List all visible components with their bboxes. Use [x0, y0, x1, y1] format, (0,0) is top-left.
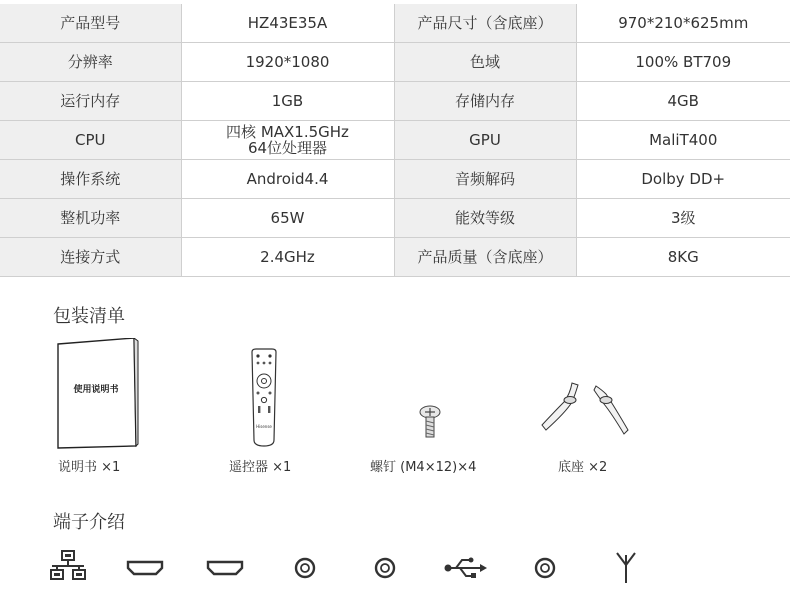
spec-label: CPU [0, 121, 181, 160]
spec-value: 100% BT709 [576, 43, 790, 82]
antenna-icon [614, 551, 638, 589]
manual-caption: 说明书 ×1 [58, 460, 121, 475]
stand-base-icon [540, 380, 636, 436]
spec-value: 65W [181, 199, 394, 238]
spec-value: 1GB [181, 82, 394, 121]
stand-caption: 底座 ×2 [558, 460, 608, 475]
spec-label: 产品质量（含底座） [394, 238, 576, 277]
spec-label: 色域 [394, 43, 576, 82]
manual-cover-text: 使用说明书 [73, 385, 119, 395]
spec-row [0, 199, 790, 238]
spec-row [0, 160, 790, 199]
av-jack-icon [294, 557, 316, 583]
spec-row [0, 82, 790, 121]
spec-value: Dolby DD+ [576, 160, 790, 199]
spec-table [0, 4, 790, 277]
spec-value: 2.4GHz [181, 238, 394, 277]
spec-row [0, 4, 790, 43]
spec-value: 3级 [576, 199, 790, 238]
av-jack-icon [374, 557, 396, 583]
spec-label: GPU [394, 121, 576, 160]
package-list-title: 包装清单 [53, 306, 125, 327]
remote-control-icon [248, 348, 280, 448]
spec-value: 4GB [576, 82, 790, 121]
spec-value: MaliT400 [576, 121, 790, 160]
spec-value: HZ43E35A [181, 4, 394, 43]
remote-caption: 遥控器 ×1 [229, 460, 292, 475]
spec-value: 8KG [576, 238, 790, 277]
spec-label: 能效等级 [394, 199, 576, 238]
av-jack-icon [534, 557, 556, 583]
spec-label: 产品尺寸（含底座） [394, 4, 576, 43]
spec-label: 整机功率 [0, 199, 181, 238]
usb-icon [444, 557, 488, 583]
spec-value: 四核 MAX1.5GHz 64位处理器 [181, 121, 394, 160]
spec-value: 1920*1080 [181, 43, 394, 82]
spec-value: 970*210*625mm [576, 4, 790, 43]
remote-brand-text: Hisense [256, 424, 272, 429]
spec-label: 产品型号 [0, 4, 181, 43]
spec-row [0, 121, 790, 160]
spec-label: 音频解码 [394, 160, 576, 199]
hdmi-port-icon [206, 560, 244, 580]
spec-label: 操作系统 [0, 160, 181, 199]
spec-label: 连接方式 [0, 238, 181, 277]
screw-caption: 螺钉 (M4×12)×4 [370, 460, 477, 475]
network-port-icon [50, 550, 86, 586]
hdmi-port-icon [126, 560, 164, 580]
spec-label: 运行内存 [0, 82, 181, 121]
spec-row [0, 238, 790, 277]
manual-booklet-icon [56, 338, 140, 450]
spec-label: 分辨率 [0, 43, 181, 82]
spec-row [0, 43, 790, 82]
spec-label: 存储内存 [394, 82, 576, 121]
screw-icon [418, 405, 442, 439]
spec-value: Android4.4 [181, 160, 394, 199]
ports-title: 端子介绍 [53, 512, 125, 533]
